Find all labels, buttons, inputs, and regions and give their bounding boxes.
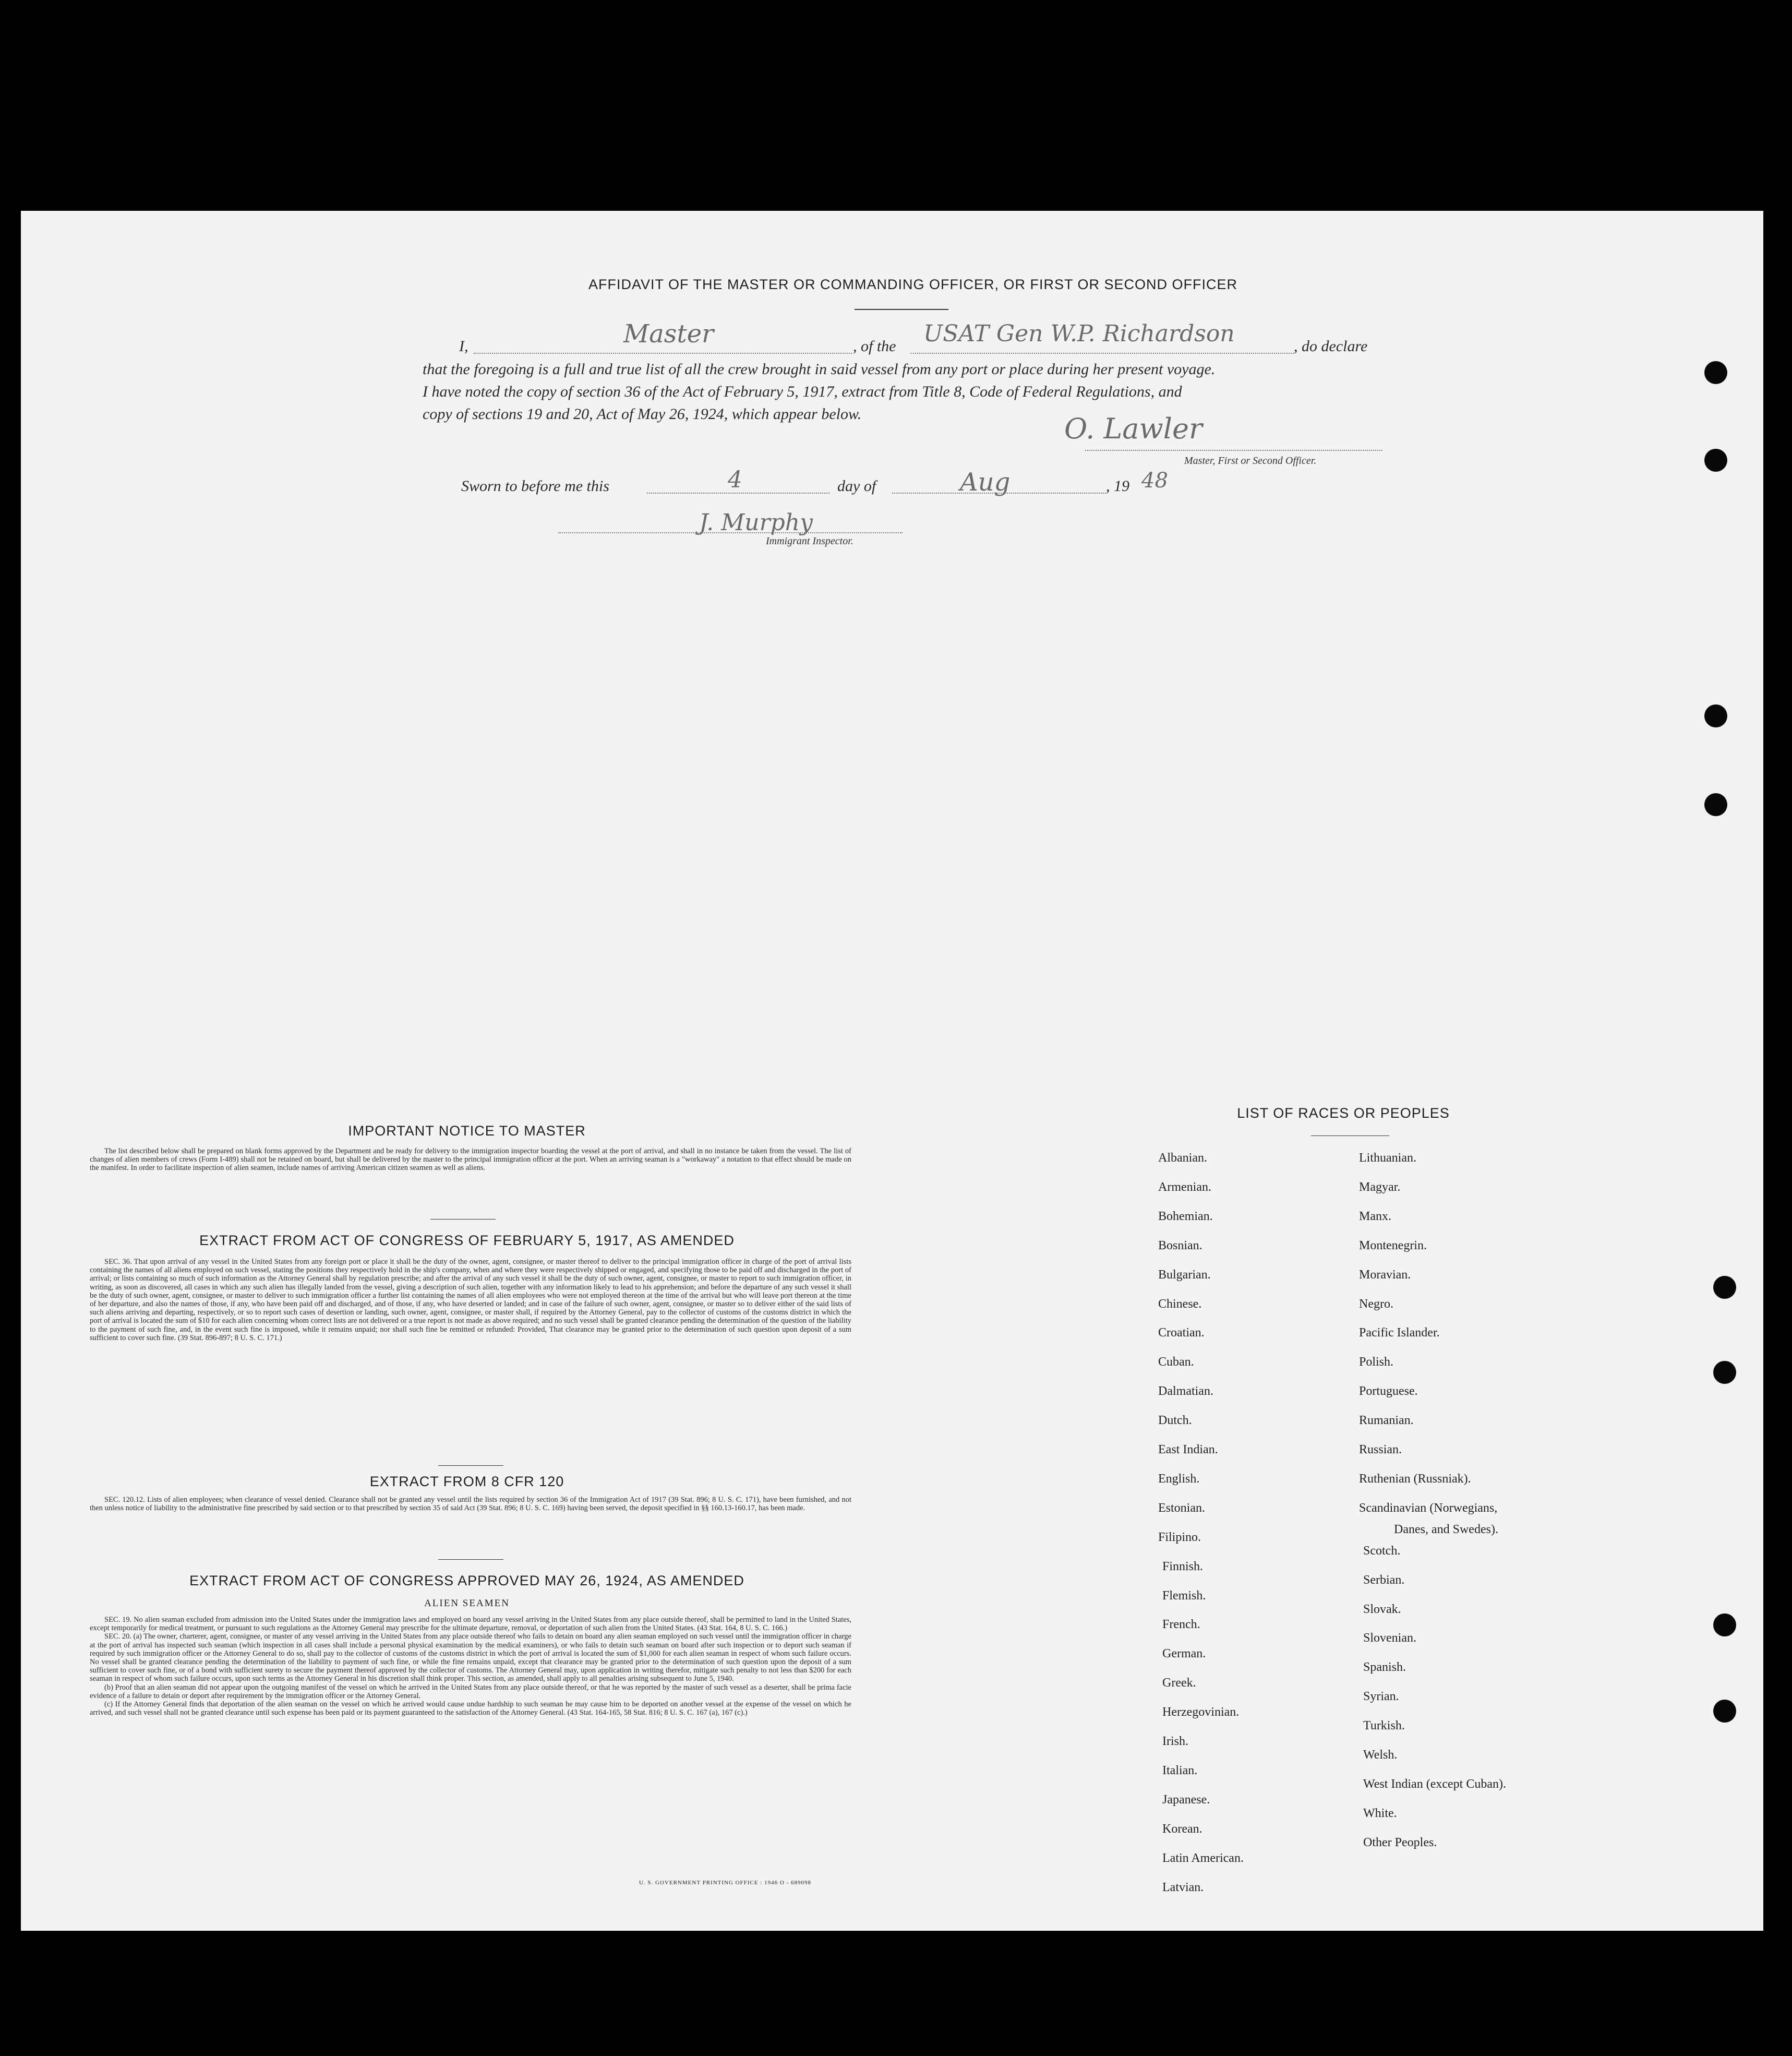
- race-item: Serbian.: [1363, 1573, 1405, 1587]
- race-item: Bohemian.: [1158, 1209, 1213, 1223]
- section-divider: [430, 1219, 496, 1220]
- race-item: Russian.: [1359, 1443, 1402, 1456]
- race-item: Armenian.: [1158, 1180, 1211, 1194]
- punch-hole: [1713, 1361, 1736, 1384]
- handwritten-signature: O. Lawler: [1064, 412, 1202, 445]
- race-item: Scandinavian (Norwegians,: [1359, 1501, 1498, 1515]
- role-field-line: [474, 353, 852, 354]
- handwritten-month: Aug: [960, 468, 1011, 497]
- race-item: Moravian.: [1359, 1268, 1411, 1282]
- affidavit-line-3: I have noted the copy of section 36 of the Act of February 5, 1917, extract from Title 8, Code of Federal Regulations, and: [423, 383, 1182, 400]
- signature-caption: Master, First or Second Officer.: [1184, 455, 1317, 467]
- affidavit-line-4: copy of sections 19 and 20, Act of May 26, 1924, which appear below.: [423, 405, 862, 423]
- year-prefix: , 19: [1106, 477, 1129, 495]
- race-item: German.: [1162, 1647, 1206, 1661]
- punch-hole: [1704, 361, 1727, 384]
- title-divider: [855, 309, 948, 310]
- race-item: Rumanian.: [1359, 1414, 1414, 1428]
- punch-hole: [1704, 704, 1727, 727]
- race-item: Greek.: [1162, 1676, 1196, 1690]
- printer-imprint: U. S. GOVERNMENT PRINTING OFFICE : 1946 O - 689098: [639, 1880, 811, 1886]
- section-divider: [438, 1559, 503, 1560]
- handwritten-day: 4: [728, 467, 742, 493]
- race-item: Chinese.: [1158, 1297, 1202, 1311]
- race-item: Portuguese.: [1359, 1384, 1418, 1398]
- vessel-field-line: [910, 353, 1294, 354]
- affidavit-line-2: that the foregoing is a full and true list of all the crew brought in said vessel from any port or place during her present voyage.: [423, 361, 1216, 378]
- section-20c-paragraph: (c) If the Attorney General finds that deportation of the alien seaman on the vessel on which he arrived would cause undue hardship to such seaman he may cause him to be deported on another vessel at the expense of the vessel on which he arrived, and such vessel shall not be granted clearance until such expense has been paid or its payment guaranteed to the satisfaction of the Attorney General. (43 Stat. 164-165, 58 Stat. 816; 8 U. S. C. 167 (a), 167 (c).): [90, 1700, 851, 1717]
- race-item: Finnish.: [1162, 1559, 1204, 1573]
- affidavit-title: AFFIDAVIT OF THE MASTER OR COMMANDING OFFICER, OR FIRST OR SECOND OFFICER: [588, 277, 1238, 292]
- extract-1924-subtitle: ALIEN SEAMEN: [424, 1598, 510, 1609]
- race-item: Albanian.: [1158, 1151, 1207, 1165]
- handwritten-role: Master: [623, 319, 714, 349]
- race-item: French.: [1162, 1618, 1200, 1632]
- i-label: I,: [459, 338, 468, 355]
- extract-1917-title: EXTRACT FROM ACT OF CONGRESS OF FEBRUARY 5, 1917, AS AMENDED: [199, 1233, 735, 1248]
- inspector-caption: Immigrant Inspector.: [766, 535, 853, 547]
- signature-line: [1085, 450, 1382, 451]
- notice-title: IMPORTANT NOTICE TO MASTER: [348, 1123, 586, 1139]
- race-item: Pacific Islander.: [1359, 1326, 1440, 1340]
- do-declare-label: , do declare: [1294, 338, 1368, 355]
- race-item: Ruthenian (Russniak).: [1359, 1472, 1471, 1486]
- punch-hole: [1713, 1700, 1736, 1723]
- race-item: Filipino.: [1158, 1530, 1201, 1544]
- race-item: Korean.: [1162, 1822, 1202, 1836]
- races-divider: [1311, 1135, 1389, 1136]
- punch-hole: [1704, 793, 1727, 816]
- extract-1917-body: SEC. 36. That upon arrival of any vessel in the United States from any foreign port or place it shall be the duty of the owner, agent, consignee, or master thereof to deliver to the principal immigration officer in charge of the port of arrival lists containing the names of all aliens employed on such vessel, stating the positions they respectively hold in the ship's company, when and where they were respectively shipped or engaged, and specifying those to be paid off and discharged in the port of arrival; or lists containing so much of such information as the Attorney General shall by regulation prescribe; and after the arrival of any such vessel it shall be the duty of such owner, agent, consignee, or master to report to such immigration officer, in writing, as soon as discovered, all cases in which any such alien has illegally landed from the vessel, giving a description of such alien, together with any information likely to lead to his apprehension; and before the departure of any such vessel it shall be the duty of such owner, agent, consignee, or master to deliver to such immigration officer a further list containing the names of all alien employees who were not employed thereon at the time of the arrival but who will leave port thereon at the time of her departure, and also the names of those, if any, who have been paid off and discharged, and of those, if any, who have deserted or landed; and in case of the failure of such owner, agent, consignee, or master so to deliver either of the said lists of such aliens arriving and departing, respectively, or so to report such cases of desertion or landing, such owner, agent, consignee, or master shall, if required by the Attorney General, pay to the collector of customs of the customs district in which the port of arrival is located the sum of $10 for each alien concerning whom correct lists are not delivered or a true report is not made as above required; and no such vessel shall be granted clearance pending the determination of the question of the liability to the payment of such fine, and, in the event such fine is imposed, while it remains unpaid; nor shall such fine be remitted or refunded: Provided, That clearance may be granted prior to the determination of such question upon deposit of a sum sufficient to cover such fine. (39 Stat. 896-897; 8 U. S. C. 171.): [90, 1258, 851, 1342]
- day-of-label: day of: [837, 477, 876, 495]
- race-item: Slovenian.: [1363, 1631, 1416, 1645]
- race-item: Latvian.: [1162, 1880, 1204, 1894]
- race-item: Slovak.: [1363, 1602, 1401, 1616]
- extract-cfr-title: EXTRACT FROM 8 CFR 120: [369, 1474, 564, 1489]
- extract-1924-title: EXTRACT FROM ACT OF CONGRESS APPROVED MAY 26, 1924, AS AMENDED: [189, 1573, 744, 1588]
- race-item: Magyar.: [1359, 1180, 1401, 1194]
- race-item: Irish.: [1162, 1735, 1188, 1748]
- race-item: Polish.: [1359, 1355, 1394, 1369]
- race-item: Scotch.: [1363, 1544, 1401, 1558]
- race-item: Italian.: [1162, 1763, 1198, 1777]
- race-item: Lithuanian.: [1359, 1151, 1416, 1165]
- race-item: Flemish.: [1162, 1588, 1206, 1603]
- section-20b-paragraph: (b) Proof that an alien seaman did not appear upon the outgoing manifest of the vessel on which he arrived in the United States from any place outside thereof, or that he was reported by the master of such vessel as a deserter, shall be prima facie evidence of a failure to detain or deport after requirement by the immigration officer or the Attorney General.: [90, 1683, 851, 1700]
- race-item: Bulgarian.: [1158, 1268, 1211, 1282]
- race-item: Montenegrin.: [1359, 1238, 1427, 1252]
- handwritten-year: 48: [1141, 469, 1168, 493]
- races-title: LIST OF RACES OR PEOPLES: [1237, 1105, 1450, 1121]
- race-item: Cuban.: [1158, 1355, 1194, 1369]
- race-item: Dalmatian.: [1158, 1384, 1213, 1398]
- extract-cfr-body: SEC. 120.12. Lists of alien employees; when clearance of vessel denied. Clearance shall not be granted any vessel until the lists required by section 36 of the Immigration Act of 1917 (39 Stat. 896; 8 U. S. C. 171), have been furnished, and not then unless notice of liability to the administrative fine prescribed by said section or to that prescribed by section 35 of said Act (39 Stat. 896; 8 U. S. C. 169) having been served, the deposit specified in §§ 160.13-160.17, has been made.: [90, 1496, 851, 1513]
- punch-hole: [1704, 449, 1727, 472]
- race-item: Welsh.: [1363, 1748, 1398, 1762]
- race-item: Japanese.: [1162, 1792, 1210, 1807]
- race-item: Negro.: [1359, 1297, 1393, 1311]
- race-item: White.: [1363, 1806, 1397, 1820]
- race-item: Dutch.: [1158, 1414, 1192, 1428]
- sworn-label: Sworn to before me this: [461, 477, 609, 495]
- race-item: Latin American.: [1162, 1851, 1244, 1865]
- race-item: East Indian.: [1158, 1443, 1218, 1456]
- race-item: Syrian.: [1363, 1690, 1399, 1704]
- section-divider: [438, 1465, 503, 1466]
- notice-body: The list described below shall be prepared on blank forms approved by the Department and be ready for delivery to the immigration inspector boarding the vessel at the port of arrival, and shall in no instance be taken from the vessel. The list of changes of alien members of crews (Form I-489) shall not be retained on board, but shall be delivered by the master to the principal immigration officer at the port. When an arriving seaman is a "workaway" a notation to that effect should be made on the manifest. In order to facilitate inspection of alien seamen, include names of arriving American citizen seamen as well as aliens.: [90, 1147, 851, 1173]
- race-item: Spanish.: [1363, 1660, 1406, 1675]
- race-item: Croatian.: [1158, 1326, 1205, 1340]
- handwritten-vessel-name: USAT Gen W.P. Richardson: [923, 320, 1235, 347]
- race-scandinavian-continued: Danes, and Swedes).: [1394, 1523, 1498, 1536]
- race-item: West Indian (except Cuban).: [1363, 1777, 1506, 1791]
- race-item: Other Peoples.: [1363, 1835, 1437, 1849]
- race-item: Turkish.: [1363, 1719, 1405, 1733]
- section-19-paragraph: SEC. 19. No alien seaman excluded from admission into the United States under the immigration laws and employed on board any vessel arriving in the United States from any place outside thereof, shall be permitted to land in the United States, except temporarily for medical treatment, or pursuant to such regulations as the Attorney General may prescribe for the ultimate departure, removal, or deportation of such alien from the United States. (43 Stat. 164, 8 U. S. C. 166.): [90, 1616, 851, 1633]
- extract-1924-body: [90, 1616, 851, 1717]
- punch-hole: [1713, 1276, 1736, 1299]
- race-item: Manx.: [1359, 1209, 1391, 1223]
- race-item: Herzegovinian.: [1162, 1705, 1240, 1719]
- inspector-line: [558, 532, 903, 533]
- handwritten-inspector-signature: J. Murphy: [699, 509, 813, 536]
- race-item: English.: [1158, 1472, 1200, 1486]
- punch-hole: [1713, 1613, 1736, 1636]
- of-the-label: , of the: [853, 338, 896, 355]
- section-20a-paragraph: SEC. 20. (a) The owner, charterer, agent, consignee, or master of any vessel arriving in the United States from any place outside thereof who fails to detain on board any alien seaman employed on such vessel until the immigration officer in charge at the port of arrival has inspected such seaman (which inspection in all cases shall include a personal physical examination by the medical examiners), or who fails to detain such seaman on board after such inspection or to deport such seaman if required by such immigration officer or the Attorney General to do so, shall pay to the collector of customs of the customs district in which the port of arrival is located the sum of $1,000 for each alien seaman in respect of whom such failure occurs. No vessel shall be granted clearance pending the determination of the liability to payment of such fine, or while the fine remains unpaid, except that clearance may be granted prior to the determination of such question upon the deposit of a sum sufficient to cover such fine, or of a bond with sufficient surety to secure the payment thereof approved by the collector of customs. The Attorney General may, upon application in writing therefor, mitigate such penalty to not less than $200 for each seaman in respect of whom such failure occurs, upon such terms as the Attorney General in his discretion shall think proper. This section, as amended, shall apply to all penalties arising subsequent to June 5, 1940.: [90, 1632, 851, 1683]
- race-item: Estonian.: [1158, 1501, 1205, 1515]
- race-item: Bosnian.: [1158, 1238, 1202, 1252]
